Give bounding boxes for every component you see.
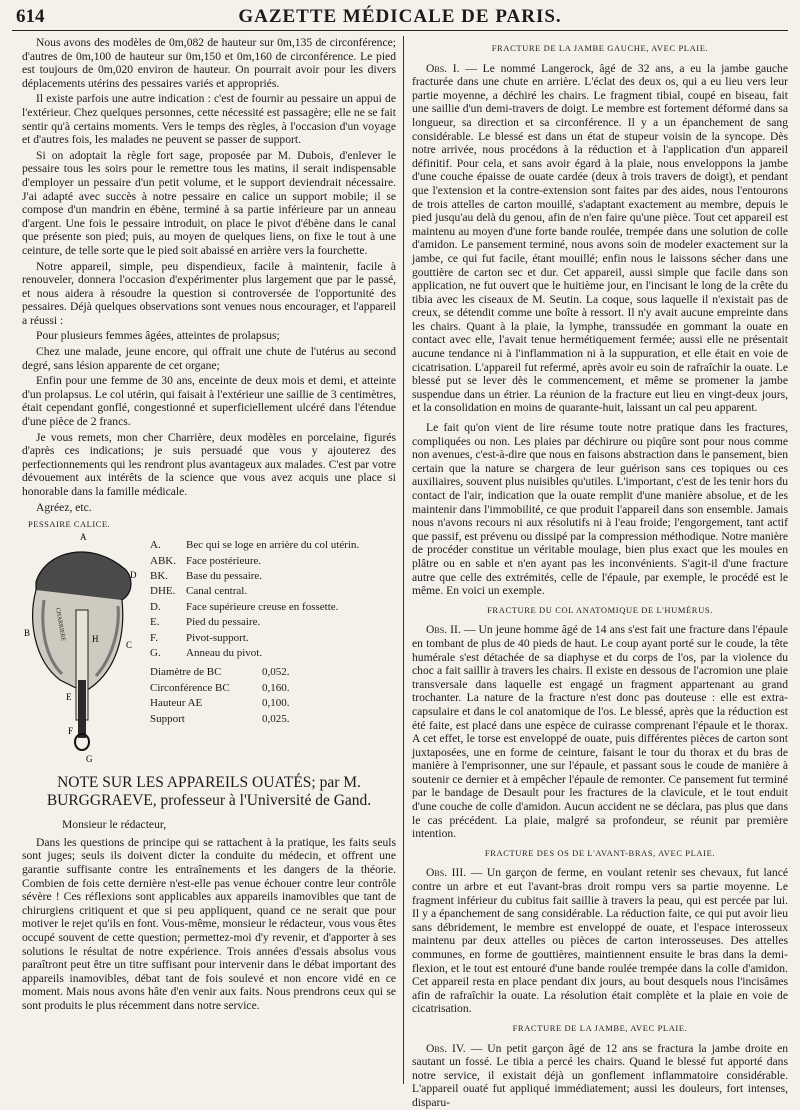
- paragraph: Si on adoptait la règle fort sage, proposée par M. Dubois, d'enlever le pessaire tous les soirs pour le remettre tous les matins, il serait indispensable d'employer un pessaire d'un petit volume, et le support deviendrait nécessaire. J'ai adapté avec succès à notre pessaire en calice un support mobile; il se compose d'un mandrin en ébène, terminé à sa partie inférieure par un anneau d'argent. Une fois le pessaire introduit, on place le pivot d'ébène dans le canal que présente son pied; puis, au moyen de quelques liens, on fixe le tout à une ceinture, de telle sorte que le pied soit abaissé en arrière vers la fourchette.: [22, 148, 396, 257]
- obs-label: Obs. IV.: [426, 1041, 466, 1055]
- section-title: FRACTURE DES OS DE L'AVANT-BRAS, AVEC PLAIE.: [484, 847, 716, 858]
- section-title: FRACTURE DE LA JAMBE GAUCHE, AVEC PLAIE.: [491, 43, 709, 53]
- page-number: 614: [16, 6, 45, 27]
- note-title: NOTE SUR LES APPAREILS OUATÉS; par M. BURGGRAEVE, professeur à l'Université de Gand.: [46, 774, 372, 810]
- legend-row: ABK. Face postérieure.: [150, 554, 262, 567]
- measure-row: Hauteur AE 0,100.: [150, 697, 290, 710]
- closing: Agréez, etc.: [36, 500, 92, 514]
- observation: Obs. III. — Un garçon de ferme, en voulant retenir ses chevaux, fut lancé contre un arbre et eut l'avant-bras droit rompu vers sa partie moyenne. Le fragment inférieur du cubitus fait saillie à travers la peau, qui est percée par lui. Il y a épanchement de sang considérable. La réduction faite, ce qui put avoir lieu sans débridement, le membre est enveloppé de ouate, et l'espace interosseux maintenu par deux attelles ou pièces de carton interosseuses. Des attelles communes, en forme de gouttières, maintiennent ensuite le bras dans la demi-flexion, et le tout est entouré d'une bande roulée trempée dans la colle d'amidon. Cet appareil resta en place pendant dix jours, au bout desquels nous l'incisâmes afin de rafraîchir la ouate. La résolution était complète et la plaie en voie de cicatrisation.: [412, 866, 789, 1016]
- measure-row: Diamètre de BC 0,052.: [150, 666, 290, 679]
- journal-title: GAZETTE MÉDICALE DE PARIS.: [238, 6, 562, 27]
- observation: Obs. I. — Le nommé Langerock, âgé de 32 ans, a eu la jambe gauche fracturée dans une chute en arrière. L'éclat des deux os, qui a eu lieu vers leur partie moyenne, a déchiré les chairs. Le fragment tibial, coupé en biseau, fait une saillie d'un demi-travers de doigt. Le membre est fortement déformé dans sa longueur, sa direction et sa circonférence. Il y a un épanchement de sang considérable. Le blessé est dans un état de stupeur voisin de la syncope. Dès notre arrivée, nous procédons à la réduction et à l'application d'un appareil définitif. Pour cela, et sans avoir égard à la plaie, nous enveloppons la jambe d'une couche épaisse de ouate cardée (deux à trois travers de doigt), et pendant que l'extension et la contre-extension sont faites par des aides, nous l'entourons de trois attelles de carton mouillé, s'adaptant exactement au membre, depuis le pied jusqu'au delà du genou, afin de n'en faire qu'une pièce. Tout cet appareil est maintenu au moyen d'une forte bande roulée, trempée dans une solution de colle d'amidon. Le pansement terminé, nous avons soin de modeler exactement sur la jambe, ce qui fut facile, étant mouillé; enfin nous le laissons sécher dans une gouttière de carton sec et dur. Cet appareil, aussi simple que facile dans son application, ne fut ouvert que le huitième jour, en l'incisant le long de la crête du tibia avec les ciseaux de M. Seutin. La coque, sous laquelle il n'existait pas de creux, se détendit comme une boîte à ressort. Il n'y avait aucune empreinte dans les chairs. Quant à la plaie, la lymphe, transsudée en gommant la ouate en contact avec elle, l'avait tenue hermétiquement fermée; aussi elle ne présentait aucune tendance ni à l'inflammation ni à la suppuration, et elle était en voie de cicatrisation. L'appareil fut refermé, après avoir eu soin de rafraîchir la ouate. Le blessé put se lever dès le commencement, et même se promener la jambe suspendue dans un étrier. La réunion de la fracture eut lieu en vingt-deux jours, et la consolidation en moins de quarante-huit, laissant un cal peu apparent.: [412, 61, 788, 415]
- section-title: FRACTURE DE LA JAMBE, AVEC PLAIE.: [512, 1022, 688, 1033]
- left-column: [22, 36, 396, 1084]
- paragraph: Dans les questions de principe qui se rattachent à la pratique, les faits seuls sont juges; seuls ils doivent dicter la conduite du médecin, et offrent une garantie suffisante contre les entraînements et les dangers de la théorie. Combien de fois cette dernière n'est-elle pas venue échouer contre leur contrôle sévère ! Ces réflexions sont applicables aux appareils inamovibles que tant de chirurgiens critiquent et que si peu appliquent, quand ce ne serait que pour motiver le rejet qu'ils en font. Vous-même, monsieur le rédacteur, vous vous êtes occupé souvent de cette question; permettez-moi d'y revenir, et d'apporter à ses solutions le résultat de notre expérience. Trois années d'essais absolus vous paraîtront peut être un titre suffisant pour intervenir dans le débat important des appareils inamovibles, débat tant de fois soulevé et non encore vidé en ce moment. Mais nous avons hâte d'en venir aux faits. Nous prendrons ceux qui se sont produits le plus récemment dans notre service.: [22, 835, 396, 1012]
- paragraph: Chez une malade, jeune encore, qui offrait une chute de l'utérus au second degré, sans lésion apparente de cet organe;: [22, 345, 396, 372]
- observation: Obs. IV. — Un petit garçon âgé de 12 ans se fractura la jambe droite en sautant un fossé. Le tibia a percé les chairs. Quand le blessé fut apporté dans notre service, il existait déjà un gonflement inflammatoire considérable. L'appareil ouaté fut appliqué immédiatement; aussi les douleurs, fort intenses, disparu-: [412, 1041, 789, 1109]
- section-title: FRACTURE DU COL ANATOMIQUE DE L'HUMÉRUS.: [487, 604, 713, 615]
- obs-label: Obs. III.: [426, 866, 467, 880]
- column-divider: [403, 36, 404, 1084]
- fig-letter-d: D: [130, 570, 137, 581]
- fig-letter-c: C: [126, 640, 133, 651]
- fig-letter-g: G: [86, 754, 93, 765]
- pessary-illustration: [22, 530, 148, 766]
- charriere-mark: CHARRIERE: [54, 607, 66, 643]
- figure-title: PESSAIRE CALICE.: [28, 519, 111, 530]
- obs-label: Obs. I.: [426, 61, 460, 75]
- fig-letter-e: E: [66, 692, 72, 703]
- observation: Obs. II. — Un jeune homme âgé de 14 ans s'est fait une fracture dans l'épaule en tombant de plus de 40 pieds de haut. Le coup ayant porté sur le coude, la tête humérale s'est détachée de sa diaphyse et du corps de l'os, par la violence du choc a fait saillir à travers les chairs. Il existe en dessous de l'acromion une plaie transversale dans laquelle est engagé un fragment appartenant au grand trochanter. La nature de la fracture n'est donc pas douteuse : elle est extra-capsulaire et dans le col anatomique de l'os. Le blessé, après que la réduction est été faite, est placé dans une espèce de cuirasse comprenant l'épaule et le thorax. A cet effet, le torse est enveloppé de ouate, puis différentes pièces de carton sont juxtaposées, une en forme de ceinture, faisant le tour du thorax et du bras de manière à l'emprisonner, une sur l'épaule, et passant sous le coude de manière à soutenir ce dernier et à empêcher l'épaule de remonter. Ce pansement fut terminé par le bandage de Desault pour les fractures de la clavicule, et le tout enduit d'une couche de colle d'amidon. Aucun accident ne se déclara, pas plus que dans le cas précédent. La plaie, malgré sa profondeur, se réunit par première intention.: [412, 623, 788, 841]
- fig-letter-f: F: [68, 726, 74, 737]
- paragraph: Il existe parfois une autre indication : c'est de fournir au pessaire un appui de l'extérieur. Chez quelques personnes, cette nécessité est passagère; elle ne se fait sentir qu'à certains moments. Vers le temps des règles, à l'occasion d'un voyage et d'autres fois, les malades ne peuvent se passer de support.: [22, 92, 396, 147]
- legend-row: A. Bec qui se loge en arrière du col utérin.: [150, 539, 360, 552]
- paragraph: Je vous remets, mon cher Charrière, deux modèles en porcelaine, figurés d'après ces indications; je suis persuadé que vous y ajouterez des perfectionnements qui les rendront plus avantageux aux malades. C'est par votre dévouement aux intérêts de la science que vous avez acquis une place si honorable dans la famille médicale.: [22, 430, 396, 498]
- paragraph: Le fait qu'on vient de lire résume toute notre pratique dans les fractures, compliquées ou non. Les plaies par déchirure ou piqûre sont pour nous comme non avenues, c'est-à-dire que nous en faisons abstraction dans le pansement, bien certain que la nature se chargera de leur guérison sans ces topiques ou ces auxiliaires, souvent plus nuisibles qu'utiles. L'important, c'est de les tenir hors du contact de l'air, indication que la ouate remplit d'une manière absolue, et de les maintenir dans l'immobilité, ce que produit l'appareil dans son ensemble. Jamais nous n'avons recours ni aux résolutifs ni à l'eau froide; l'engorgement, tant actif que passif, est prévenu ou dissipé par la compression méthodique. Notre manière de procéder constitue un véritable moulage, bien plus exact que les moules en plâtre ou en sable et n'en ayant pas les inconvénients. S'agit-il d'une fracture autre que celle des extrémités, celle de l'épaule, par exemple, le procédé est le même. En voici un exemple.: [412, 421, 788, 598]
- legend-row: E. Pied du pessaire.: [150, 616, 261, 629]
- figure-legend: [150, 538, 390, 727]
- fig-letter-a: A: [80, 532, 87, 543]
- paragraph: Nous avons des modèles de 0m,082 de hauteur sur 0m,135 de circonférence; d'autres de 0m,100 de hauteur sur 0m,150 et 0m,160 de circonférence. Le pied est toujours de 0m,020 environ de hauteur. On pourrait avoir pour les divers déplacements utérins des pessaires variés et appropriés.: [22, 36, 396, 90]
- fig-letter-b: B: [24, 628, 31, 639]
- page-header: [12, 6, 788, 31]
- measure-row: Support 0,025.: [150, 712, 290, 725]
- pessary-figure: [22, 518, 396, 768]
- legend-row: G. Anneau du pivot.: [150, 647, 263, 660]
- obs-label: Obs. II.: [426, 623, 461, 637]
- fig-letter-h: H: [92, 634, 99, 645]
- legend-row: F. Pivot-support.: [150, 631, 249, 644]
- greeting: Monsieur le rédacteur,: [62, 818, 167, 832]
- paragraph: Notre appareil, simple, peu dispendieux, facile à maintenir, facile à renouveler, donnera l'occasion d'expérimenter plus largement que par le passé, et nous aidera à résoudre la question si controversée de l'opportunité des pessaires. Déjà quelques observations sont venues nous encourager, et l'appareil a réussi :: [22, 259, 396, 327]
- legend-row: D. Face supérieure creuse en fossette.: [150, 600, 339, 613]
- measure-row: Circonférence BC 0,160.: [150, 681, 290, 694]
- legend-row: DHE. Canal central.: [150, 585, 248, 598]
- paragraph: Pour plusieurs femmes âgées, atteintes de prolapsus;: [36, 329, 280, 343]
- legend-row: BK. Base du pessaire.: [150, 570, 263, 582]
- right-column: [412, 36, 789, 1109]
- paragraph: Enfin pour une femme de 30 ans, enceinte de deux mois et demi, et atteinte d'un prolapsus. Le col utérin, qui faisait à l'extérieur une saillie de 3 centimètres, était cependant gonflé, congestionné et superficiellement ulcéré dans l'étendue d'une pièce de 2 francs.: [22, 374, 396, 429]
